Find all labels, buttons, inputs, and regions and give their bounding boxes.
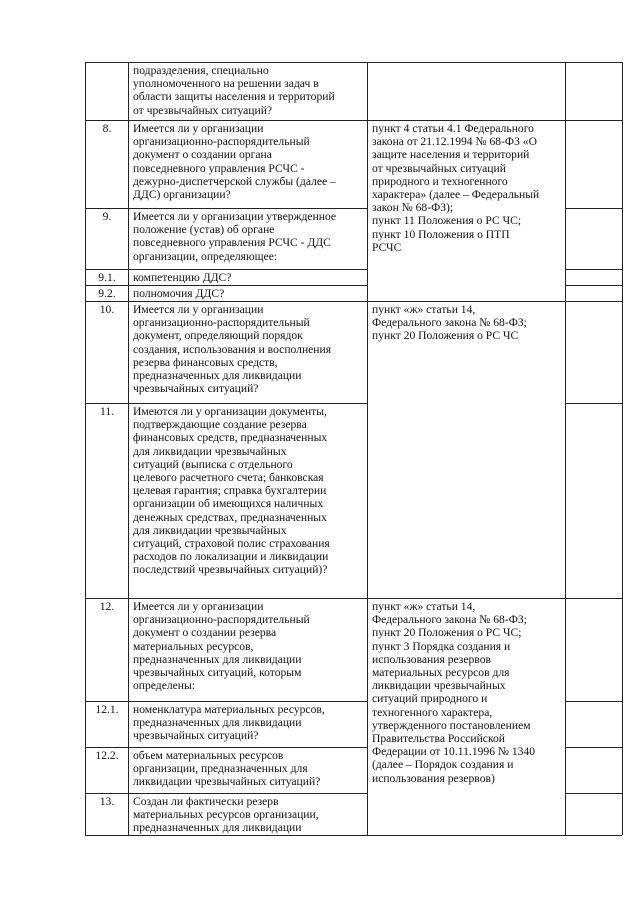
mark-line-13 xyxy=(565,793,622,794)
item-number: 10. xyxy=(99,303,115,316)
question-cell: Имеются ли у организации документы, подтверждающие создание резерва финансовых средств, предназначенных для ликвидации чрезвычайных ситуаций (выписка с отдельного целевого расчетного счета; банковская целевая гарантия; справка бухгалтерии организации об имеющихся наличных денежных средствах, предназначенных для ликвидации чрезвычайных ситуаций, страховой полис страхования расходов по локализации и ликвидации последствий чрезвычайных ситуаций)? xyxy=(133,405,330,577)
item-number: 12.2. xyxy=(95,749,119,762)
reference-cell: пункт «ж» статьи 14, Федерального закона № 68-ФЗ; пункт 20 Положения о РС ЧС; пункт 3 Порядка создания и использования резервов материальных ресурсов для ликвидации чрезвычайных ситуаций природного и техногенного характера, утвержденного постановлением Правительства Российской Федерации от 10.11.1996 № 1340 (далее – Порядок создания и использования резервов) xyxy=(372,600,536,785)
item-number: 13. xyxy=(99,795,115,808)
item-number: 12. xyxy=(99,600,115,613)
table-border-right xyxy=(622,62,623,835)
item-number: 9. xyxy=(102,210,112,223)
question-cell: номенклатура материальных ресурсов, предназначенных для ликвидации чрезвычайных ситуаций? xyxy=(133,703,325,743)
question-cell: Имеется ли у организации организационно-распорядительный документ о создании органа повседневного управления РСЧС - дежурно-диспетчерской службы (далее – ДДС) организации? xyxy=(133,122,336,202)
table-border-top xyxy=(85,62,622,63)
mark-line-12-2 xyxy=(565,747,622,748)
mark-line-9 xyxy=(565,208,622,209)
item-number: 9.2. xyxy=(98,287,116,300)
question-cell: Имеется ли у организации организационно-распорядительный документ, определяющий порядок создания, использования и восполнения резерва финансовых средств, предназначенных для ликвидации чрезвычайных ситуаций? xyxy=(133,303,332,396)
column-divider-number xyxy=(128,62,129,835)
question-cell: подразделения, специально уполномоченного на решении задач в области защиты населения и территорий от чрезвычайных ситуаций? xyxy=(133,64,335,117)
table-border-bottom xyxy=(85,835,622,836)
item-number: 12.1. xyxy=(95,703,119,716)
item-number: 9.1. xyxy=(98,271,116,284)
item-number: 8. xyxy=(102,122,112,135)
row-line-12 xyxy=(85,598,622,599)
row-line-12-1 xyxy=(85,701,367,702)
reference-cell: пункт «ж» статьи 14, Федерального закона № 68-ФЗ; пункт 20 Положения о РС ЧС xyxy=(372,303,527,343)
row-line-8 xyxy=(85,120,622,121)
item-number: 11. xyxy=(99,405,115,418)
table-border-left xyxy=(85,62,86,835)
row-line-13 xyxy=(85,793,367,794)
row-line-10 xyxy=(85,301,622,302)
column-divider-reference xyxy=(565,62,566,835)
question-cell: компетенцию ДДС? xyxy=(133,271,232,284)
question-cell: Имеется ли у организации организационно-распорядительный документ о создании резерва материальных ресурсов, предназначенных для ликвидации чрезвычайных ситуаций, которым определены: xyxy=(133,600,310,693)
question-cell: объем материальных ресурсов организации, предназначенных для ликвидации чрезвычайных ситуаций? xyxy=(133,749,321,789)
row-line-12-2 xyxy=(85,747,367,748)
row-line-9-2 xyxy=(85,285,367,286)
mark-line-12-1 xyxy=(565,701,622,702)
mark-line-11 xyxy=(565,403,622,404)
row-line-11 xyxy=(85,403,367,404)
row-line-9 xyxy=(85,208,367,209)
question-cell: Имеется ли у организации утвержденное положение (устав) об органе повседневного управления РСЧС - ДДС организации, определяющее: xyxy=(133,210,337,263)
question-cell: Создан ли фактически резерв материальных ресурсов организации, предназначенных для ликвидации xyxy=(133,795,319,835)
question-cell: полномочия ДДС? xyxy=(133,287,225,300)
reference-cell: пункт 4 статьи 4.1 Федерального закона от 21.12.1994 № 68-ФЗ «О защите населения и территорий от чрезвычайных ситуаций природного и техногенного характера» (далее – Федеральный закон № 68-ФЗ); пункт 11 Положения о РС ЧС; пункт 10 Положения о ПТП РСЧС xyxy=(372,122,540,254)
mark-line-9-2 xyxy=(565,285,622,286)
row-line-9-1 xyxy=(85,269,367,270)
mark-line-9-1 xyxy=(565,269,622,270)
